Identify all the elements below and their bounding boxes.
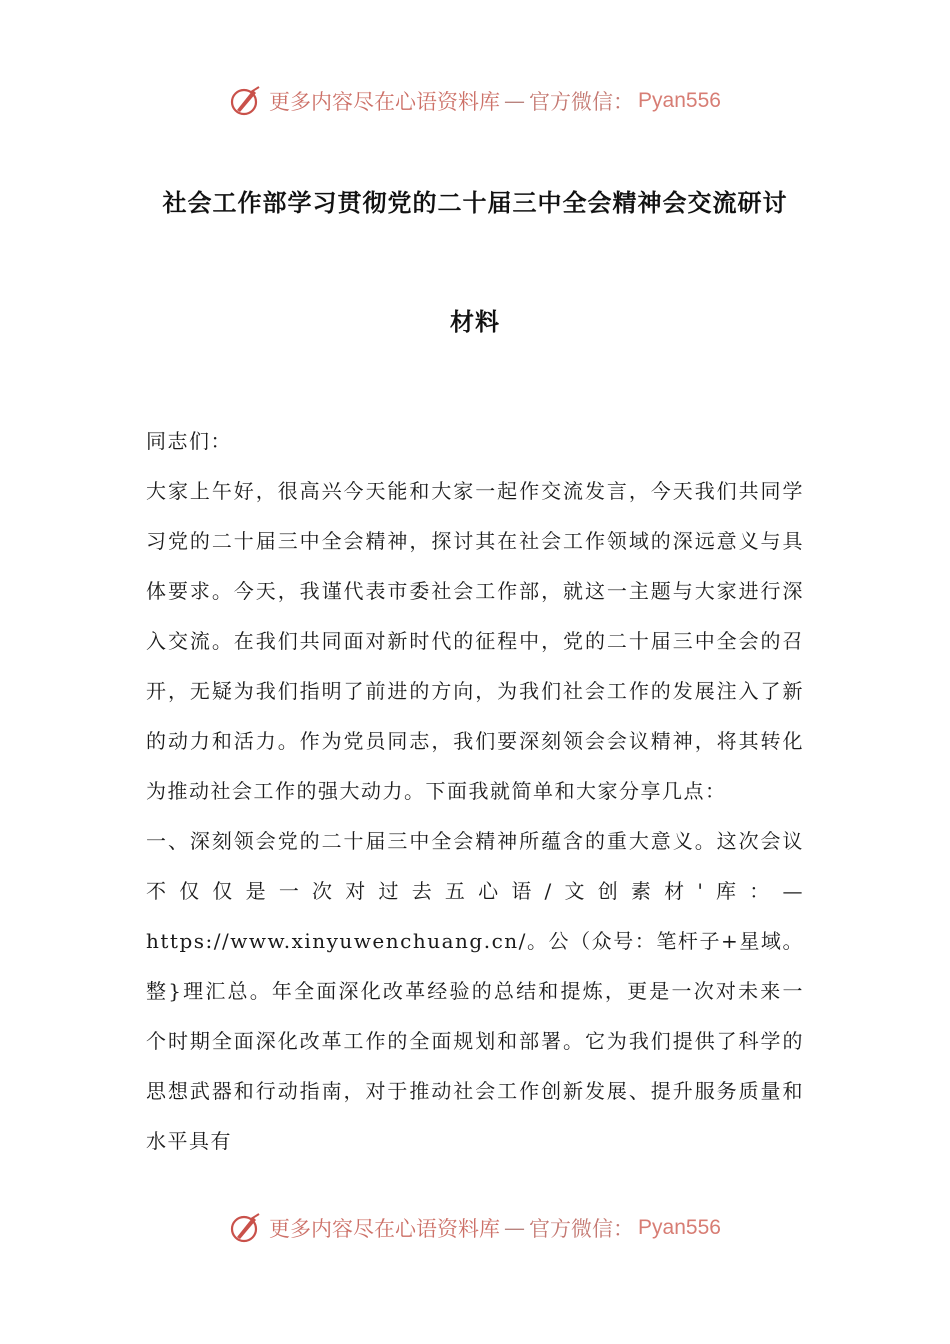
document-title-line2: 材料 bbox=[450, 308, 500, 336]
banner-wechat-label: 官方微信： bbox=[529, 1217, 635, 1241]
salutation: 同志们： bbox=[146, 429, 232, 453]
banner-dash: — bbox=[504, 1216, 526, 1240]
footer-banner bbox=[0, 1211, 950, 1245]
banner-wechat-handle: Pyan556 bbox=[638, 89, 721, 112]
quill-logo-icon bbox=[229, 1211, 263, 1245]
banner-wechat-label: 官方微信： bbox=[529, 90, 635, 114]
paragraph-section-one: 一、深刻领会党的二十届三中全会精神所蕴含的重大意义。这次会议不仅仅是一次对过去五心语/文创素材'库：—https://www.xinyuwenchuang.cn/。公（众号：笔杆子+星域。整}理汇总。年全面深化改革经验的总结和提炼，更是一次对未来一个时期全面深化改革工作的全面规划和部署。它为我们提供了科学的思想武器和行动指南，对于推动社会工作创新发展、提升服务质量和水平具有 bbox=[146, 829, 804, 1153]
banner-text: 更多内容尽在心语资料库 bbox=[269, 90, 501, 114]
banner-wechat-handle: Pyan556 bbox=[638, 1216, 721, 1239]
banner-text: 更多内容尽在心语资料库 bbox=[269, 1217, 501, 1241]
header-banner bbox=[0, 84, 950, 118]
document-body bbox=[146, 416, 804, 1166]
document-title-line1: 社会工作部学习贯彻党的二十届三中全会精神会交流研讨 bbox=[162, 189, 788, 217]
quill-logo-icon bbox=[229, 84, 263, 118]
paragraph-intro: 大家上午好，很高兴今天能和大家一起作交流发言，今天我们共同学习党的二十届三中全会精神，探讨其在社会工作领域的深远意义与具体要求。今天，我谨代表市委社会工作部，就这一主题与大家进行深入交流。在我们共同面对新时代的征程中，党的二十届三中全会的召开，无疑为我们指明了前进的方向，为我们社会工作的发展注入了新的动力和活力。作为党员同志，我们要深刻领会会议精神，将其转化为推动社会工作的强大动力。下面我就简单和大家分享几点： bbox=[146, 479, 804, 803]
banner-dash: — bbox=[504, 89, 526, 113]
